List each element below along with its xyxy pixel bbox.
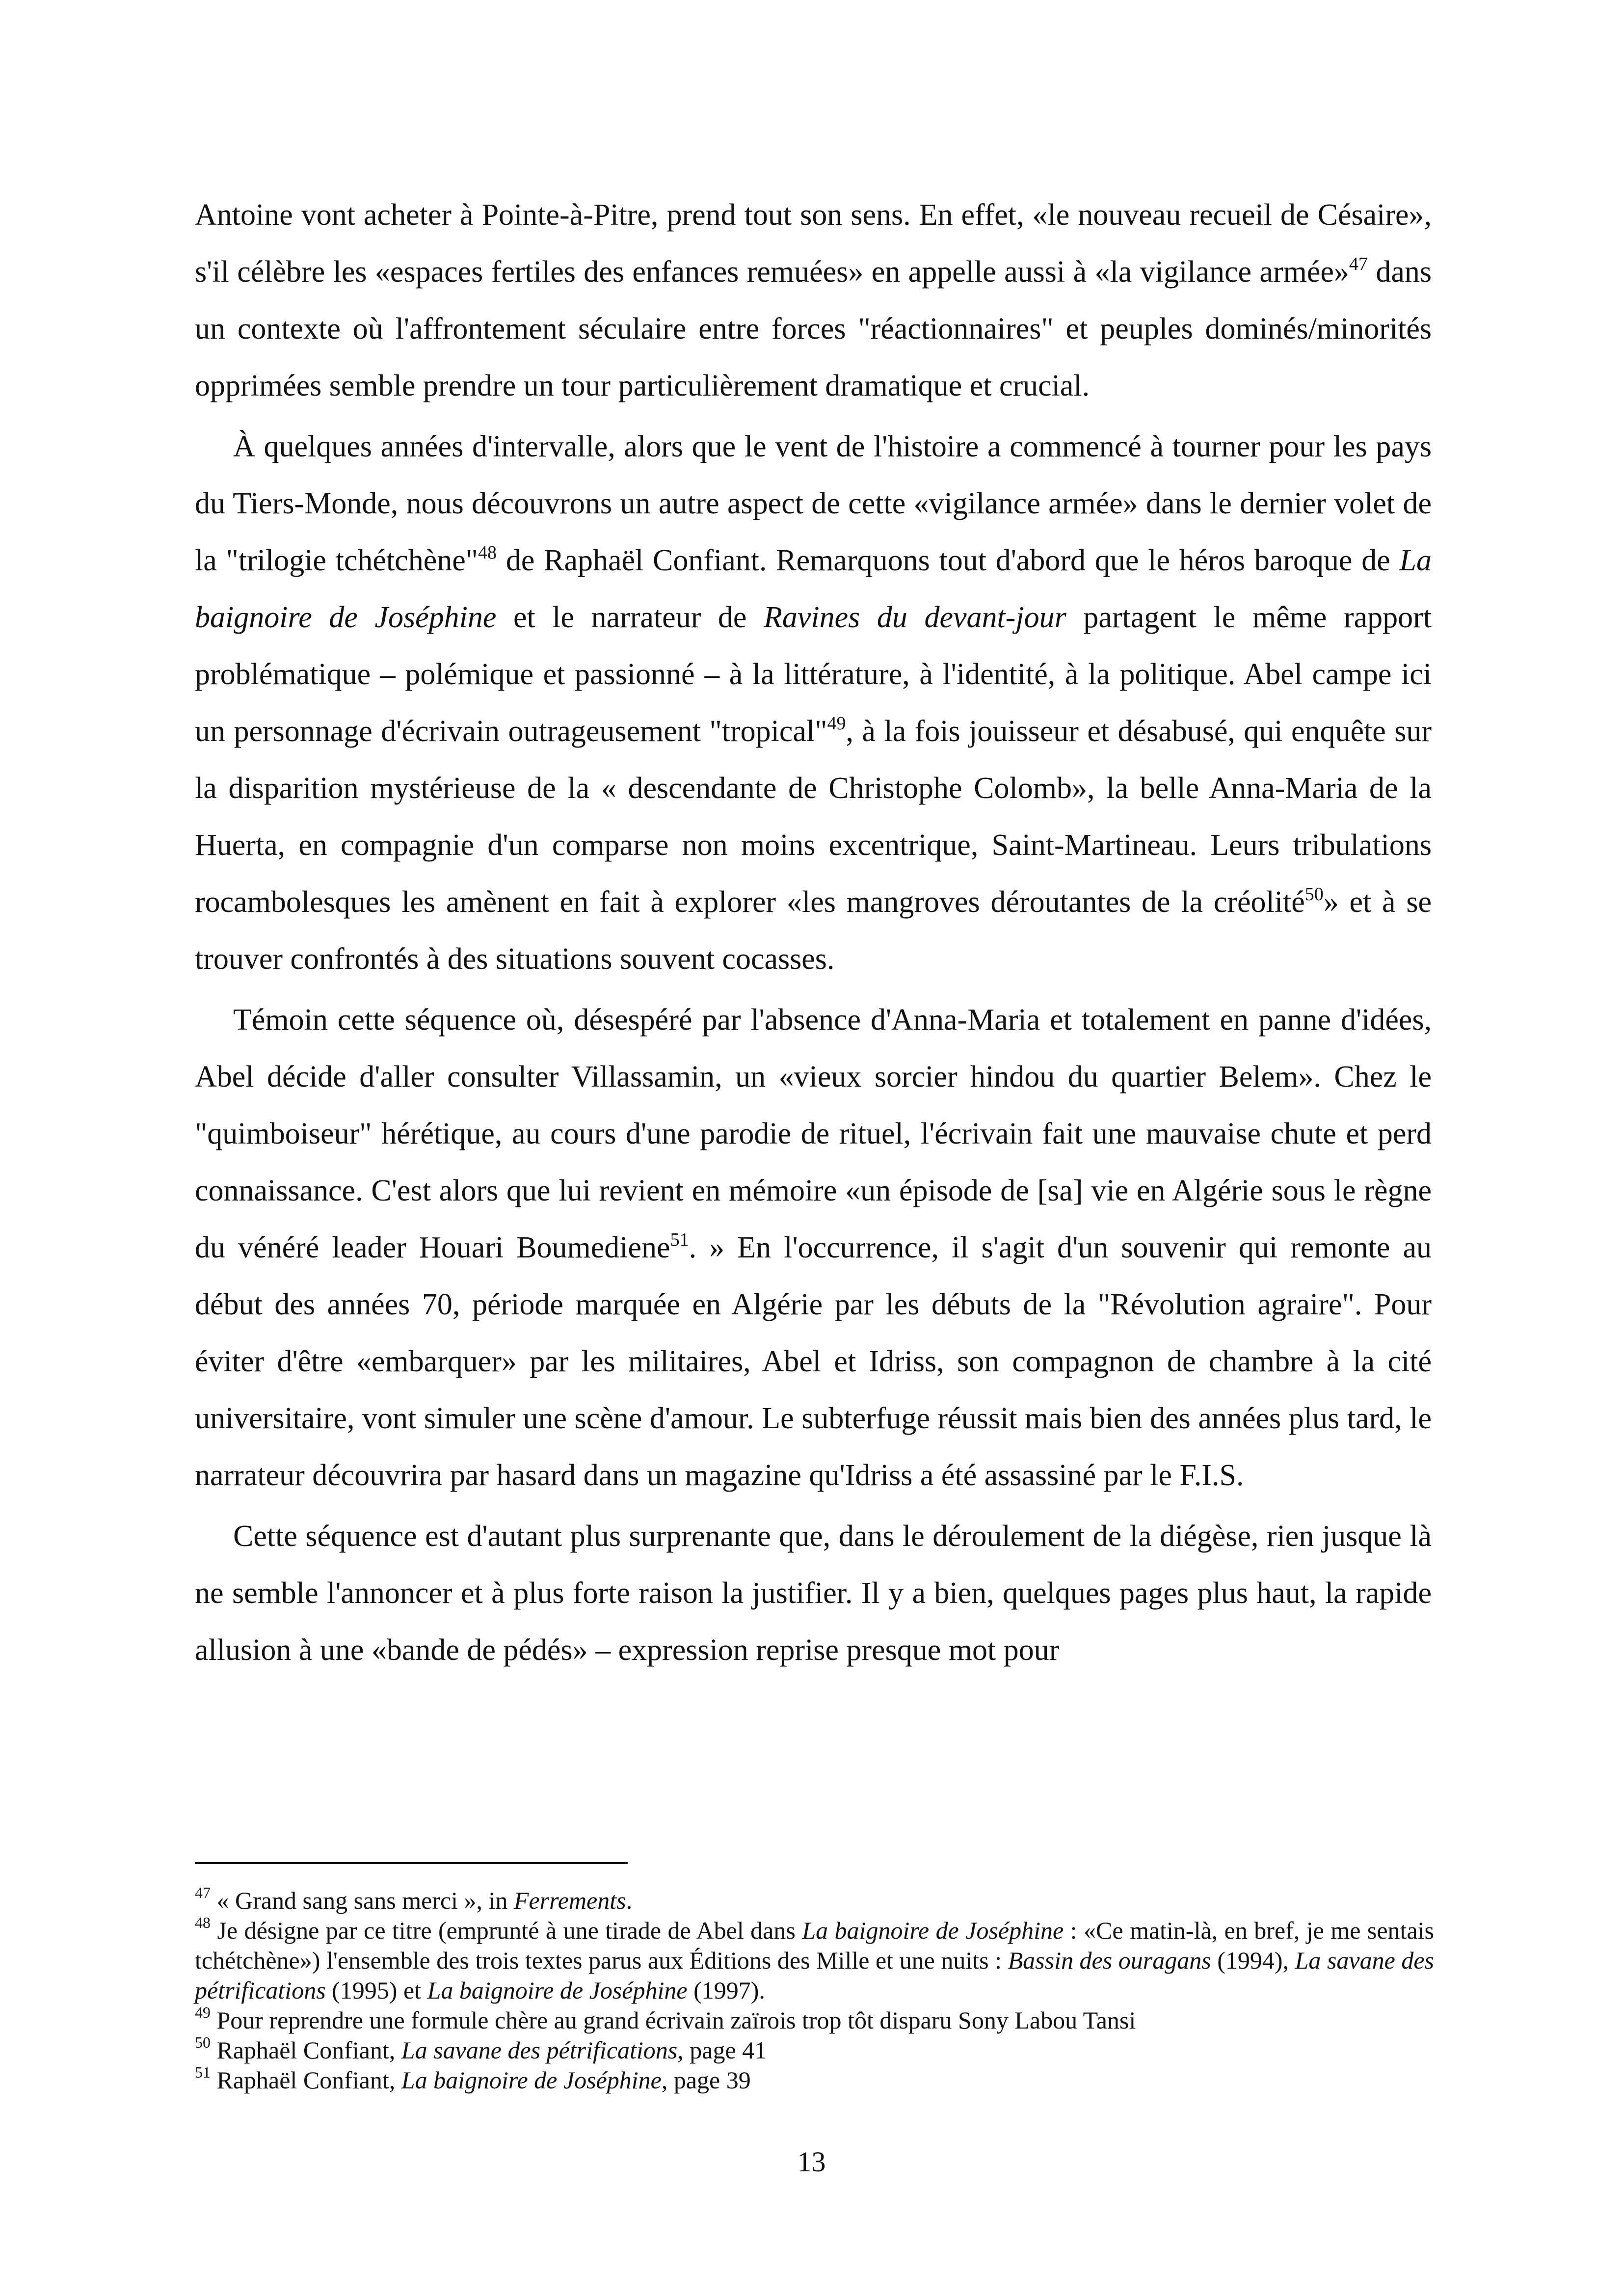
footnote-number: 48 xyxy=(195,1914,211,1932)
footnote-number: 49 xyxy=(195,2003,211,2022)
paragraph-text: de Raphaël Confiant. Remarquons tout d'abord que le héros baroque de xyxy=(497,544,1400,577)
book-title: La savane des pétrifications xyxy=(401,2036,678,2064)
footnote-49 xyxy=(195,2005,1434,2035)
footnote-number: 51 xyxy=(195,2063,211,2082)
footnote-47 xyxy=(195,1886,1434,1916)
footnote-text: . xyxy=(626,1887,633,1914)
footnote-text: : «Ce matin-là, en bref, je me sentais tchétchène») l'ensemble des trois textes parus aux Éditions des Mille et une nuits : xyxy=(195,1917,1434,1974)
footnote-50 xyxy=(195,2035,1434,2065)
footnote-ref-47[interactable]: 47 xyxy=(1349,254,1368,275)
paragraph-text: Cette séquence est d'autant plus surprenante que, dans le déroulement de la diégèse, rien jusque là ne semble l'annoncer et à plus forte raison la justifier. Il y a bien, quelques pages plus haut, la rapide allusion à une «bande de pédés» – expression reprise presque mot pour xyxy=(195,1520,1432,1667)
footnote-text: (1995) et xyxy=(325,1976,427,2004)
paragraph-1 xyxy=(195,187,1432,414)
footnote-51 xyxy=(195,2065,1434,2095)
footnote-ref-51[interactable]: 51 xyxy=(670,1229,689,1251)
footnotes xyxy=(195,1886,1434,2095)
footnote-text: Raphaël Confiant, xyxy=(211,2066,401,2094)
paragraph-text: Témoin cette séquence où, désespéré par l'absence d'Anna-Maria et totalement en panne d'idées, Abel décide d'aller consulter Villassamin, un «vieux sorcier hindou du quartier Belem». Chez le "quimboiseur" hérétique, au cours d'une parodie de rituel, l'écrivain fait une mauvaise chute et perd connaissance. C'est alors que lui revient en mémoire «un épisode de [sa] vie en Algérie sous le règne du vénéré leader Houari Boumediene xyxy=(195,1003,1432,1264)
paragraph-text: et le narrateur de xyxy=(496,601,764,634)
book-title: Ferrements xyxy=(513,1887,626,1914)
footnote-ref-50[interactable]: 50 xyxy=(1304,884,1324,905)
paragraph-3 xyxy=(195,991,1432,1504)
book-title: La baignoire de Joséphine xyxy=(427,1976,688,2004)
book-title: La savane des pétrifications xyxy=(195,1947,1434,2004)
paragraph-text: . » En l'occurrence, il s'agit d'un souvenir qui remonte au début des années 70, période marquée en Algérie par les débuts de la "Révolution agraire". Pour éviter d'être «embarquer» par les militaires, Abel et Idriss, son compagnon de chambre à la cité universitaire, vont simuler une scène d'amour. Le subterfuge réussit mais bien des années plus tard, le narrateur découvrira par hasard dans un magazine qu'Idriss a été assassiné par le F.I.S. xyxy=(195,1231,1432,1492)
footnote-text: « Grand sang sans merci », in xyxy=(211,1887,514,1914)
footnote-48 xyxy=(195,1916,1434,2005)
paragraph-text: , à la fois jouisseur et désabusé, qui enquête sur la disparition mystérieuse de la « descendante de Christophe Colomb», la belle Anna-Maria de la Huerta, en compagnie d'un comparse non moins excentrique, Saint-Martineau. Leurs tribulations rocambolesques les amènent en fait à explorer «les mangroves déroutantes de la créolité xyxy=(195,715,1432,919)
footnote-text: (1994), xyxy=(1211,1947,1295,1974)
footnote-text: , page 39 xyxy=(661,2066,751,2094)
footnote-number: 47 xyxy=(195,1884,211,1902)
paragraph-2 xyxy=(195,418,1432,988)
paragraph-text: dans un contexte où l'affrontement séculaire entre forces "réactionnaires" et peuples dominés/minorités opprimées semble prendre un tour particulièrement dramatique et crucial. xyxy=(195,255,1432,402)
book-title: Bassin des ouragans xyxy=(1008,1947,1211,1974)
body-text xyxy=(195,187,1432,1682)
footnote-number: 50 xyxy=(195,2033,211,2052)
book-title: Ravines du devant-jour xyxy=(764,601,1066,634)
footnote-text: Pour reprendre une formule chère au grand écrivain zaïrois trop tôt disparu Sony Labou Tansi xyxy=(211,2006,1136,2034)
footnote-text: Raphaël Confiant, xyxy=(211,2036,401,2064)
footnote-text: , page 41 xyxy=(677,2036,767,2064)
footnote-separator xyxy=(195,1862,628,1864)
page-number: 13 xyxy=(797,2146,826,2178)
footnote-text: Je désigne par ce titre (emprunté à une tirade de Abel dans xyxy=(211,1917,802,1944)
book-title: La baignoire de Joséphine xyxy=(195,544,1432,634)
footnote-ref-49[interactable]: 49 xyxy=(827,713,846,734)
paragraph-text: À quelques années d'intervalle, alors que le vent de l'histoire a commencé à tourner pour les pays du Tiers-Monde, nous découvrons un autre aspect de cette «vigilance armée» dans le dernier volet de la "trilogie tchétchène" xyxy=(195,430,1432,577)
footnote-ref-48[interactable]: 48 xyxy=(478,542,497,563)
book-title: La baignoire de Joséphine xyxy=(802,1917,1064,1944)
paragraph-4 xyxy=(195,1508,1432,1679)
paragraph-text: Antoine vont acheter à Pointe-à-Pitre, prend tout son sens. En effet, «le nouveau recueil de Césaire», s'il célèbre les «espaces fertiles des enfances remuées» en appelle aussi à «la vigilance armée» xyxy=(195,198,1432,289)
paragraph-text: partagent le même rapport problématique – polémique et passionné – à la littérature, à l'identité, à la politique. Abel campe ici un personnage d'écrivain outrageusement "tropical" xyxy=(195,601,1432,748)
footnote-text: (1997). xyxy=(687,1976,765,2004)
paragraph-text: » et à se trouver confrontés à des situations souvent cocasses. xyxy=(195,885,1432,976)
book-title: La baignoire de Joséphine xyxy=(401,2066,662,2094)
